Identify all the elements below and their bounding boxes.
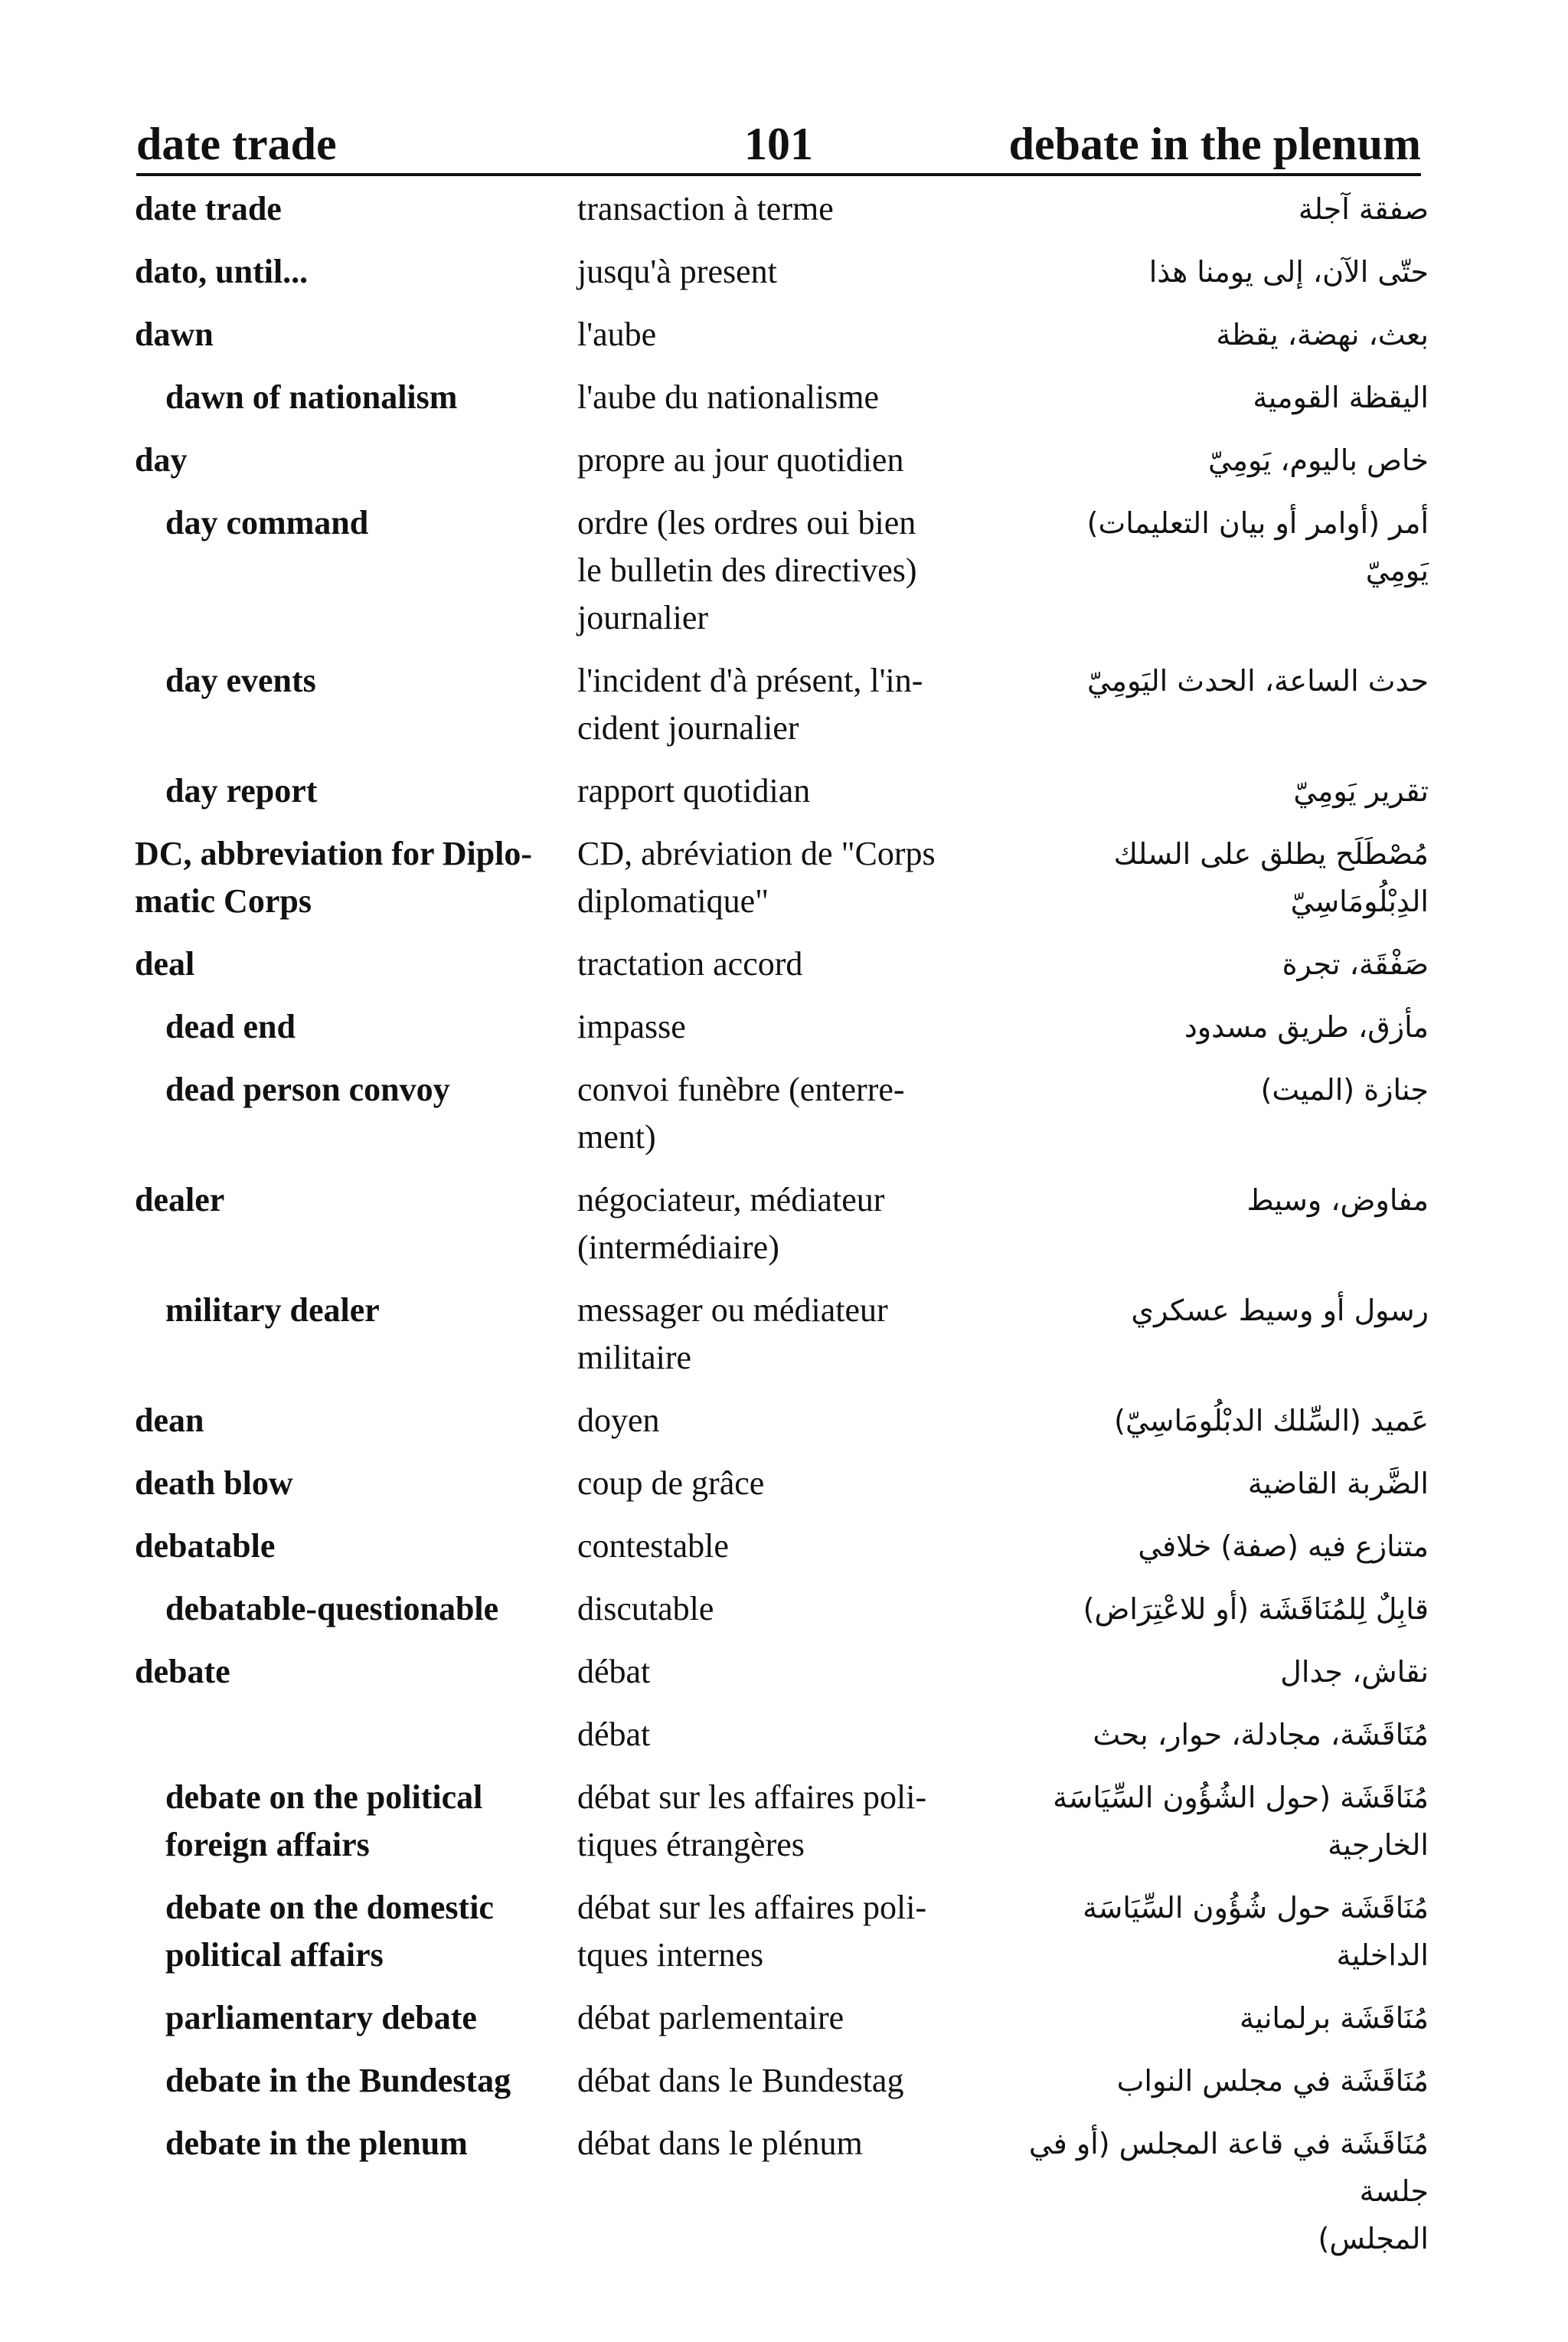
entry-french: l'aube xyxy=(577,316,657,353)
entry-french: convoi funèbre (enterre- ment) xyxy=(577,1071,905,1156)
dictionary-entry xyxy=(135,2120,1429,2278)
entry-french: messager ou médiateur militaire xyxy=(577,1291,888,1376)
entry-arabic: حتّى الآن، إلى يومنا هذا xyxy=(1148,255,1429,289)
entry-english: debate xyxy=(135,1653,230,1690)
entry-french: débat dans le Bundestag xyxy=(577,2062,904,2099)
dictionary-entry xyxy=(135,830,1429,940)
dictionary-entry xyxy=(135,499,1429,657)
entry-french: l'incident d'à présent, l'in- cident journalier xyxy=(577,662,923,747)
entry-english: date trade xyxy=(135,190,282,227)
entry-english: debate in the Bundestag xyxy=(165,2062,511,2099)
entry-english: dawn of nationalism xyxy=(165,378,458,416)
dictionary-entry xyxy=(135,185,1429,248)
entry-french: jusqu'à present xyxy=(577,253,777,290)
entry-english: deal xyxy=(135,945,195,983)
entry-arabic: مُنَاقَشَة في قاعة المجلس (أو في جلسة المجلس) xyxy=(1028,2127,1429,2255)
entry-french: débat xyxy=(577,1653,651,1690)
dictionary-entry xyxy=(135,374,1429,437)
entry-english: dead person convoy xyxy=(165,1071,450,1108)
entry-french: débat dans le plénum xyxy=(577,2124,863,2162)
page-header xyxy=(136,115,1421,176)
entry-english: dead end xyxy=(165,1008,296,1045)
dictionary-entry xyxy=(135,940,1429,1003)
entry-english: dealer xyxy=(135,1181,225,1218)
dictionary-entry xyxy=(135,1774,1429,1884)
entry-french: débat sur les affaires poli- tiques étrangères xyxy=(577,1778,927,1863)
entry-arabic: متنازع فيه (صفة) خلافي xyxy=(1138,1529,1429,1563)
entry-french: l'aube du nationalisme xyxy=(577,378,880,416)
dictionary-entry xyxy=(135,657,1429,767)
entry-french: tractation accord xyxy=(577,945,803,983)
entry-arabic: مأزق، طريق مسدود xyxy=(1184,1010,1429,1044)
dictionary-entry xyxy=(135,1994,1429,2057)
dictionary-entry xyxy=(135,2057,1429,2120)
entry-english: death blow xyxy=(135,1464,293,1502)
entry-arabic: رسول أو وسيط عسكري xyxy=(1131,1294,1429,1327)
entry-french: débat parlementaire xyxy=(577,1999,844,2036)
entry-arabic: مُنَاقَشَة حول شُؤُون السِّيَاسَة الداخلية xyxy=(1083,1891,1429,1972)
entry-english: DC, abbreviation for Diplo- matic Corps xyxy=(135,835,533,920)
entry-arabic: خاص باليوم، يَومِيّ xyxy=(1207,443,1429,477)
entry-arabic: جنازة (الميت) xyxy=(1260,1073,1429,1107)
entry-arabic: عَميد (السِّلك الدبْلُومَاسِيّ) xyxy=(1114,1404,1429,1438)
dictionary-entry xyxy=(135,1711,1429,1774)
entry-arabic: مُنَاقَشَة، مجادلة، حوار، بحث xyxy=(1093,1718,1429,1752)
entry-french: coup de grâce xyxy=(577,1464,765,1502)
dictionary-entry xyxy=(135,767,1429,830)
entry-arabic: بعث، نهضة، يقظة xyxy=(1216,318,1429,352)
entry-arabic: مُنَاقَشَة في مجلس النواب xyxy=(1116,2064,1429,2098)
entry-english: debate on the domestic political affairs xyxy=(165,1889,494,1974)
dictionary-entry xyxy=(135,1287,1429,1397)
entry-arabic: حدث الساعة، الحدث اليَومِيّ xyxy=(1086,664,1429,698)
dictionary-entry xyxy=(135,1397,1429,1460)
header-first-entry: date trade xyxy=(136,119,337,169)
entry-english: dean xyxy=(135,1402,204,1439)
entry-arabic: أمر (أوامر أو بيان التعليمات) يَومِيّ xyxy=(1086,506,1429,587)
entry-arabic: اليقظة القومية xyxy=(1253,381,1429,414)
entry-french: transaction à terme xyxy=(577,190,834,227)
page-number: 101 xyxy=(744,119,813,169)
entry-english: day command xyxy=(165,504,369,541)
header-last-entry: debate in the plenum xyxy=(1008,119,1421,169)
entry-english: debatable xyxy=(135,1527,276,1565)
entry-french: discutable xyxy=(577,1590,714,1627)
entry-english: debatable-questionable xyxy=(165,1590,499,1627)
entry-english: parliamentary debate xyxy=(165,1999,477,2036)
entry-arabic: قابِلٌ لِلمُنَاقَشَة (أو للاعْتِرَاض) xyxy=(1083,1592,1429,1626)
entry-french: CD, abréviation de "Corps diplomatique" xyxy=(577,835,936,920)
entry-arabic: مُنَاقَشَة برلمانية xyxy=(1240,2001,1429,2035)
entry-french: propre au jour quotidien xyxy=(577,441,904,479)
entry-arabic: نقاش، جدال xyxy=(1280,1655,1429,1689)
entry-french: négociateur, médiateur (intermédiaire) xyxy=(577,1181,885,1266)
entry-english: day events xyxy=(165,662,316,699)
entry-english: dawn xyxy=(135,316,214,353)
dictionary-entry xyxy=(135,1523,1429,1585)
entry-french: débat xyxy=(577,1716,651,1753)
dictionary-entry xyxy=(135,1648,1429,1711)
entry-english: military dealer xyxy=(165,1291,380,1329)
entry-french: rapport quotidian xyxy=(577,772,811,810)
dictionary-entry xyxy=(135,1003,1429,1066)
dictionary-entry xyxy=(135,437,1429,499)
entry-french: doyen xyxy=(577,1402,660,1439)
entry-french: ordre (les ordres oui bien le bulletin des directives) journalier xyxy=(577,504,917,636)
entry-french: débat sur les affaires poli- tques internes xyxy=(577,1889,927,1974)
dictionary-entry xyxy=(135,1460,1429,1523)
dictionary-entry xyxy=(135,311,1429,374)
entry-list xyxy=(135,185,1429,2278)
entry-french: contestable xyxy=(577,1527,729,1565)
dictionary-entry xyxy=(135,1585,1429,1648)
entry-english: debate on the political foreign affairs xyxy=(165,1778,483,1863)
entry-arabic: مُنَاقَشَة (حول الشُؤُون السِّيَاسَة الخارجية xyxy=(1053,1781,1429,1862)
dictionary-entry xyxy=(135,248,1429,311)
dictionary-entry xyxy=(135,1066,1429,1176)
entry-english: day xyxy=(135,441,188,479)
entry-french: impasse xyxy=(577,1008,686,1045)
entry-arabic: مُصْطَلَح يطلق على السلك الدِبْلُومَاسِيّ xyxy=(1113,837,1429,918)
entry-english: day report xyxy=(165,772,318,810)
entry-arabic: تقرير يَومِيّ xyxy=(1293,774,1429,808)
dictionary-entry xyxy=(135,1884,1429,1994)
entry-arabic: صَفْقَة، تجرة xyxy=(1282,947,1429,981)
entry-arabic: صفقة آجلة xyxy=(1298,192,1429,226)
dictionary-entry xyxy=(135,1176,1429,1287)
entry-arabic: الضَّربة القاضية xyxy=(1247,1467,1429,1500)
entry-english: debate in the plenum xyxy=(165,2124,468,2162)
entry-arabic: مفاوض، وسيط xyxy=(1246,1183,1429,1217)
entry-english: dato, until... xyxy=(135,253,309,290)
